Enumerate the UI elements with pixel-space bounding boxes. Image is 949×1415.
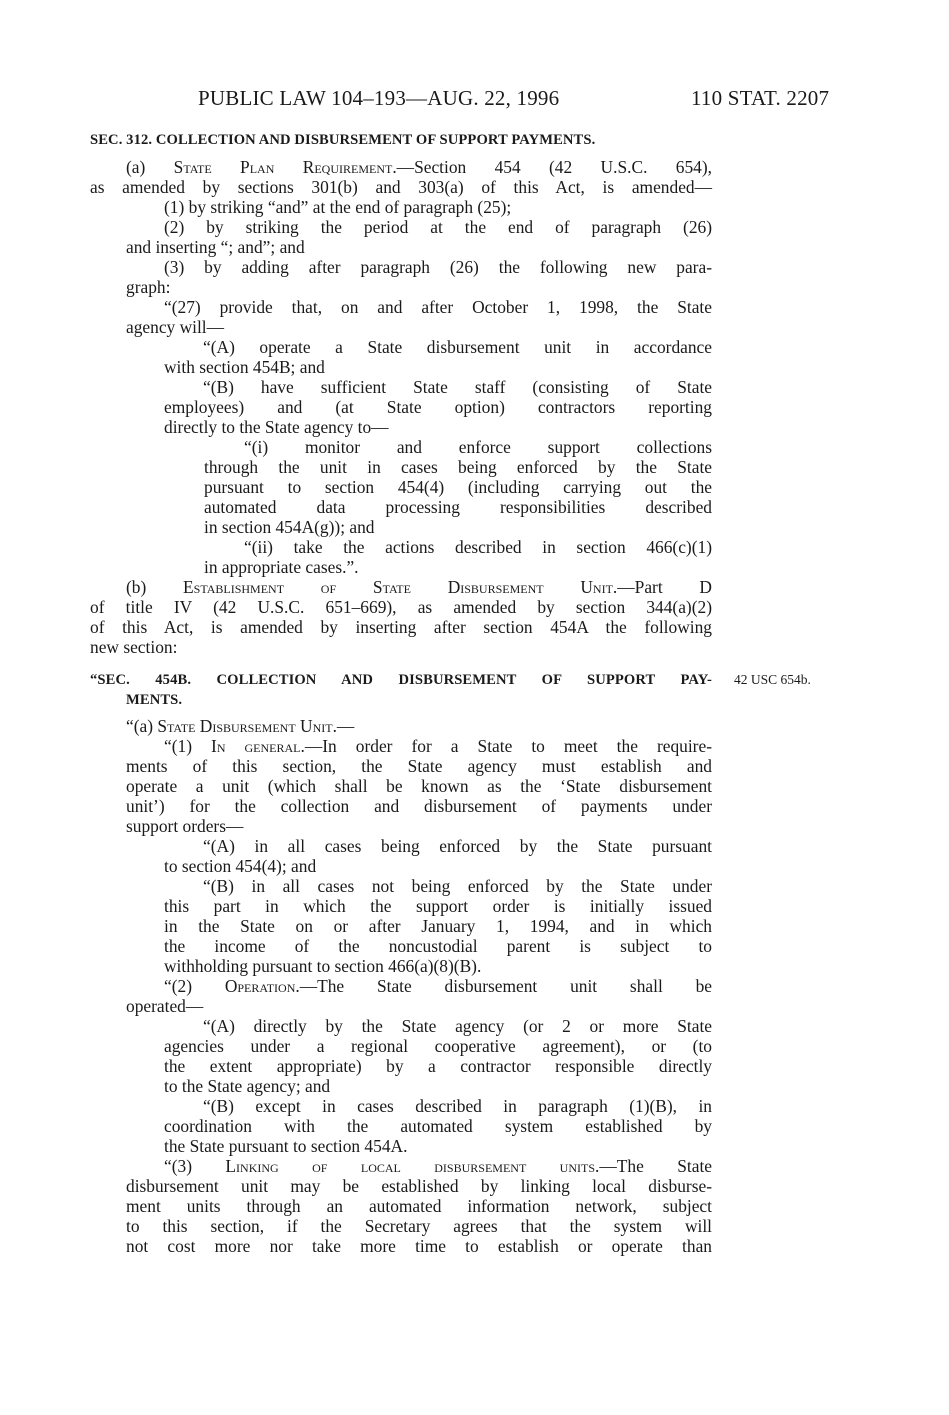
quoted-i-line4: automated data processing responsibilities described bbox=[204, 497, 712, 517]
subsection-b-line1: (b) Establishment of State Disbursement Unit.—Part D bbox=[126, 577, 712, 597]
operation-B-line2: coordination with the automated system established by bbox=[164, 1116, 712, 1136]
operation-A-line3: the extent appropriate) by a contractor responsible directly bbox=[164, 1056, 712, 1076]
quoted-i-line5: in section 454A(g)); and bbox=[204, 517, 375, 537]
subsection-b-line4: new section: bbox=[90, 637, 178, 657]
general-B-line1: “(B) in all cases not being enforced by the State under bbox=[203, 876, 712, 896]
subsection-a-line2: as amended by sections 301(b) and 303(a) of this Act, is amended— bbox=[90, 177, 712, 197]
general-line4: unit’) for the collection and disbursement of payments under bbox=[126, 796, 712, 816]
paragraph-2-line2: and inserting “; and”; and bbox=[126, 237, 305, 257]
general-line3: operate a unit (which shall be known as the ‘State disbursement bbox=[126, 776, 712, 796]
section-454B-heading-line1: “SEC. 454B. COLLECTION AND DISBURSEMENT OF SUPPORT PAY- bbox=[90, 672, 712, 688]
usc-margin-citation: 42 USC 654b. bbox=[734, 672, 811, 687]
subsection-a-line1: (a) State Plan Requirement.—Section 454 (42 U.S.C. 654), bbox=[126, 157, 712, 177]
general-B-line4: the income of the noncustodial parent is subject to bbox=[164, 936, 712, 956]
quoted-A-line1: “(A) operate a State disbursement unit in accordance bbox=[203, 337, 712, 357]
linking-line1: “(3) Linking of local disbursement units.—The State bbox=[164, 1156, 712, 1176]
quoted-27-line1: “(27) provide that, on and after October 1, 1998, the State bbox=[164, 297, 712, 317]
linking-line2: disbursement unit may be established by linking local disburse- bbox=[126, 1176, 712, 1196]
quoted-B-line1: “(B) have sufficient State staff (consisting of State bbox=[203, 377, 712, 397]
general-line1: “(1) In general.—In order for a State to meet the require- bbox=[164, 736, 712, 756]
operation-A-line1: “(A) directly by the State agency (or 2 or more State bbox=[203, 1016, 712, 1036]
paragraph-2-line1: (2) by striking the period at the end of paragraph (26) bbox=[164, 217, 712, 237]
section-454B-heading-line2: MENTS. bbox=[126, 692, 183, 708]
subsection-b-line2: of title IV (42 U.S.C. 651–669), as amended by section 344(a)(2) bbox=[90, 597, 712, 617]
operation-A-line4: to the State agency; and bbox=[164, 1076, 331, 1096]
quoted-B-line3: directly to the State agency to— bbox=[164, 417, 389, 437]
linking-line5: not cost more nor take more time to establish or operate than bbox=[126, 1236, 712, 1256]
general-line2: ments of this section, the State agency must establish and bbox=[126, 756, 712, 776]
operation-line1: “(2) Operation.—The State disbursement unit shall be bbox=[164, 976, 712, 996]
general-line5: support orders— bbox=[126, 816, 244, 836]
quoted-B-line2: employees) and (at State option) contractors reporting bbox=[164, 397, 712, 417]
general-B-line3: in the State on or after January 1, 1994, and in which bbox=[164, 916, 712, 936]
general-B-line5: withholding pursuant to section 466(a)(8)(B). bbox=[164, 956, 482, 976]
operation-A-line2: agencies under a regional cooperative agreement), or (to bbox=[164, 1036, 712, 1056]
page-header bbox=[0, 86, 949, 116]
statute-page-number: 110 STAT. 2207 bbox=[691, 86, 830, 110]
quoted-27-line2: agency will— bbox=[126, 317, 225, 337]
quoted-ii-line1: “(ii) take the actions described in section 466(c)(1) bbox=[244, 537, 712, 557]
paragraph-3-line1: (3) by adding after paragraph (26) the following new para- bbox=[164, 257, 712, 277]
quoted-ii-line2: in appropriate cases.”. bbox=[204, 557, 359, 577]
paragraph-1: (1) by striking “and” at the end of paragraph (25); bbox=[164, 197, 512, 217]
subsection-b-line3: of this Act, is amended by inserting after section 454A the following bbox=[90, 617, 712, 637]
operation-B-line1: “(B) except in cases described in paragraph (1)(B), in bbox=[203, 1096, 712, 1116]
section-312-heading: SEC. 312. COLLECTION AND DISBURSEMENT OF SUPPORT PAYMENTS. bbox=[90, 132, 596, 148]
general-B-line2: this part in which the support order is initially issued bbox=[164, 896, 712, 916]
operation-B-line3: the State pursuant to section 454A. bbox=[164, 1136, 408, 1156]
running-head-title: PUBLIC LAW 104–193—AUG. 22, 1996 bbox=[198, 86, 560, 110]
subsection-a-heading: “(a) State Disbursement Unit.— bbox=[126, 716, 355, 736]
paragraph-3-line2: graph: bbox=[126, 277, 171, 297]
quoted-i-line3: pursuant to section 454(4) (including carrying out the bbox=[204, 477, 712, 497]
operation-line2: operated— bbox=[126, 996, 204, 1016]
quoted-i-line2: through the unit in cases being enforced by the State bbox=[204, 457, 712, 477]
general-A-line2: to section 454(4); and bbox=[164, 856, 317, 876]
linking-line3: ment units through an automated information network, subject bbox=[126, 1196, 712, 1216]
linking-line4: to this section, if the Secretary agrees that the system will bbox=[126, 1216, 712, 1236]
general-A-line1: “(A) in all cases being enforced by the State pursuant bbox=[203, 836, 712, 856]
quoted-A-line2: with section 454B; and bbox=[164, 357, 325, 377]
quoted-i-line1: “(i) monitor and enforce support collections bbox=[244, 437, 712, 457]
